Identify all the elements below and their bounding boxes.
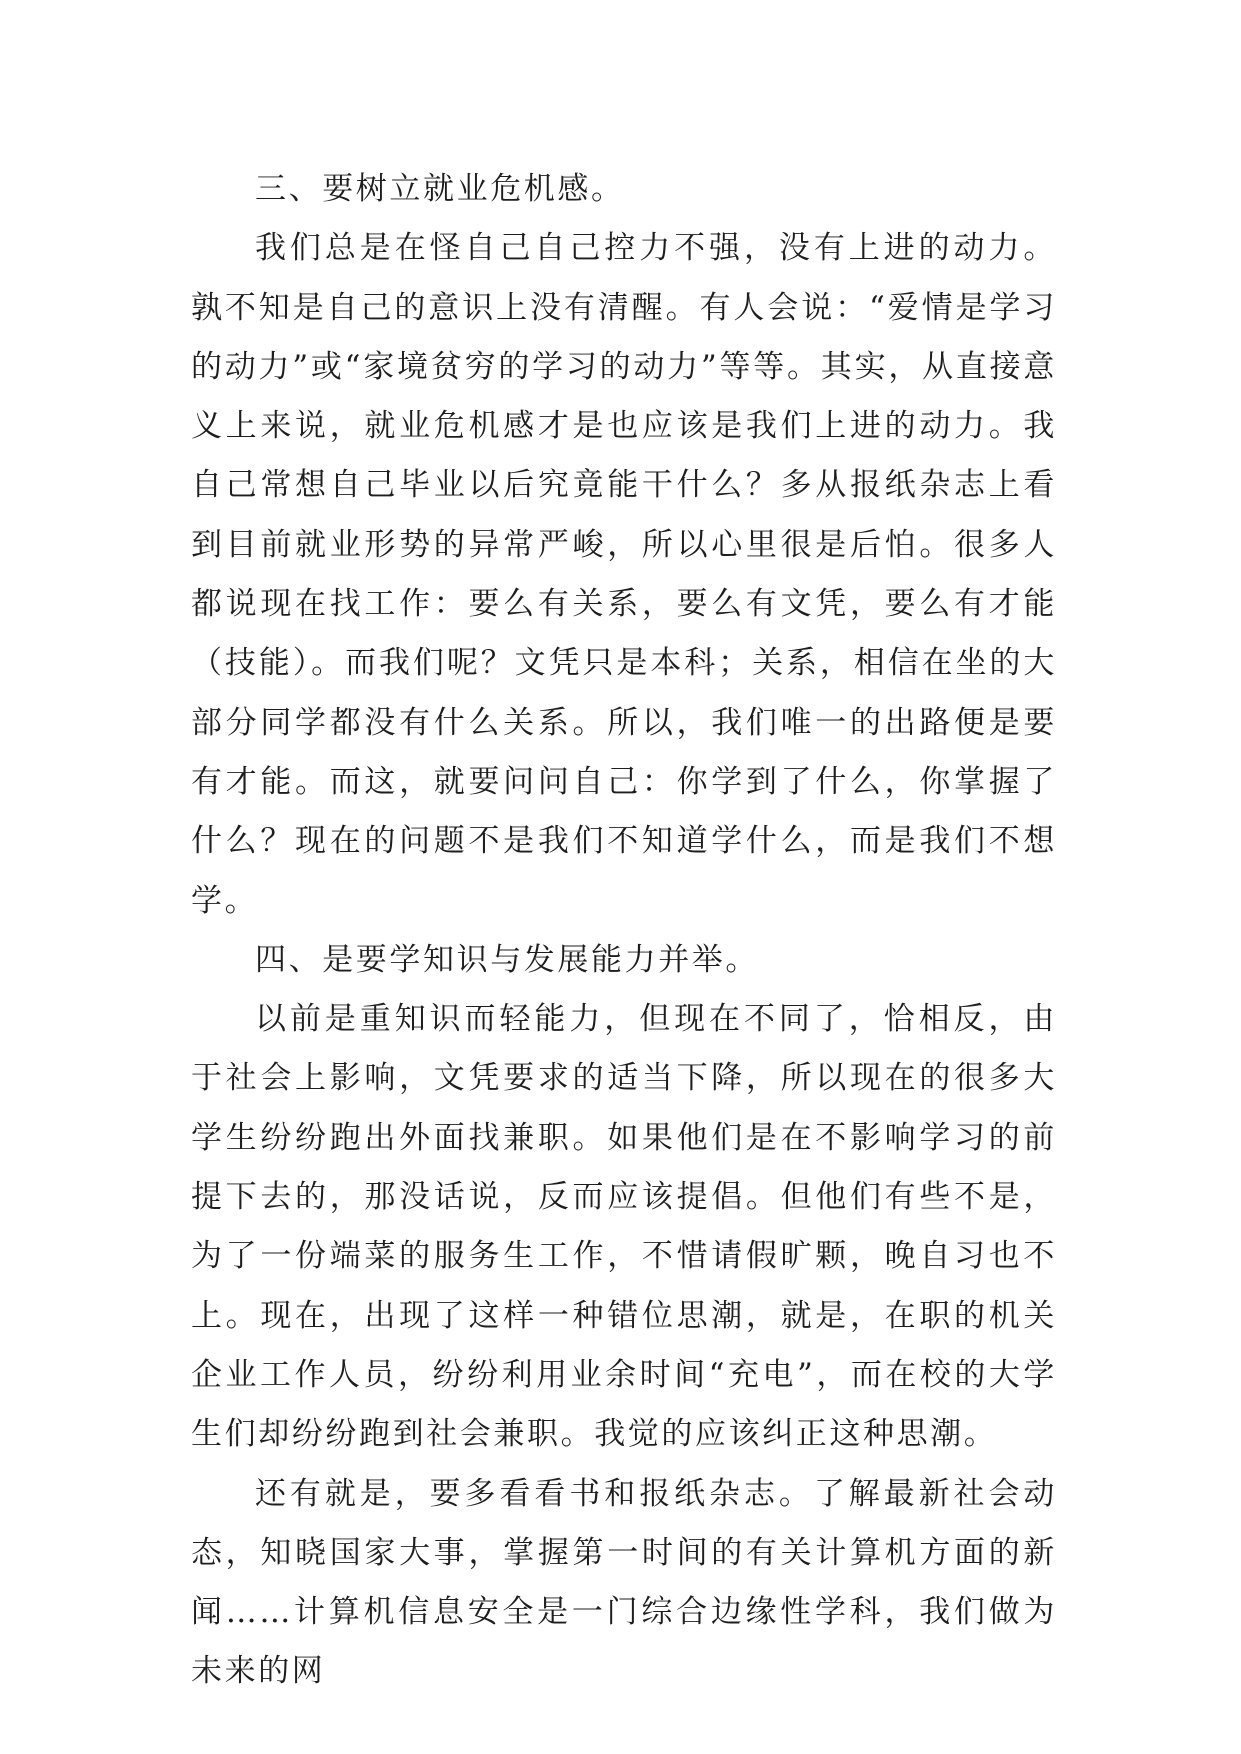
- document-body: [191, 160, 1057, 1702]
- body-paragraph: 以前是重知识而轻能力，但现在不同了，恰相反，由于社会上影响，文凭要求的适当下降，所以现在的很多大学生纷纷跑出外面找兼职。如果他们是在不影响学习的前提下去的，那没话说，反而应该提倡。但他们有些不是，为了一份端菜的服务生工作，不惜请假旷颗，晚自习也不上。现在，出现了这样一种错位思潮，就是，在职的机关企业工作人员，纷纷利用业余时间“充电”，而在校的大学生们却纷纷跑到社会兼职。我觉的应该纠正这种思潮。: [191, 1001, 1057, 1453]
- body-paragraph: 我们总是在怪自己自己控力不强，没有上进的动力。孰不知是自己的意识上没有清醒。有人会说：“爱情是学习的动力”或“家境贫穷的学习的动力”等等。其实，从直接意义上来说，就业危机感才是也应该是我们上进的动力。我自己常想自己毕业以后究竟能干什么？多从报纸杂志上看到目前就业形势的异常严峻，所以心里很是后怕。很多人都说现在找工作：要么有关系，要么有文凭，要么有才能（技能）。而我们呢？文凭只是本科；关系，相信在坐的大部分同学都没有什么关系。所以，我们唯一的出路便是要有才能。而这，就要问问自己：你学到了什么，你掌握了什么？现在的问题不是我们不知道学什么，而是我们不想学。: [191, 230, 1057, 919]
- section-heading-3: 三、要树立就业危机感。: [255, 171, 625, 207]
- body-paragraph: 还有就是，要多看看书和报纸杂志。了解最新社会动态，知晓国家大事，掌握第一时间的有关计算机方面的新闻……计算机信息安全是一门综合边缘性学科，我们做为未来的网: [191, 1475, 1057, 1690]
- section-heading-4: 四、是要学知识与发展能力并举。: [255, 941, 759, 978]
